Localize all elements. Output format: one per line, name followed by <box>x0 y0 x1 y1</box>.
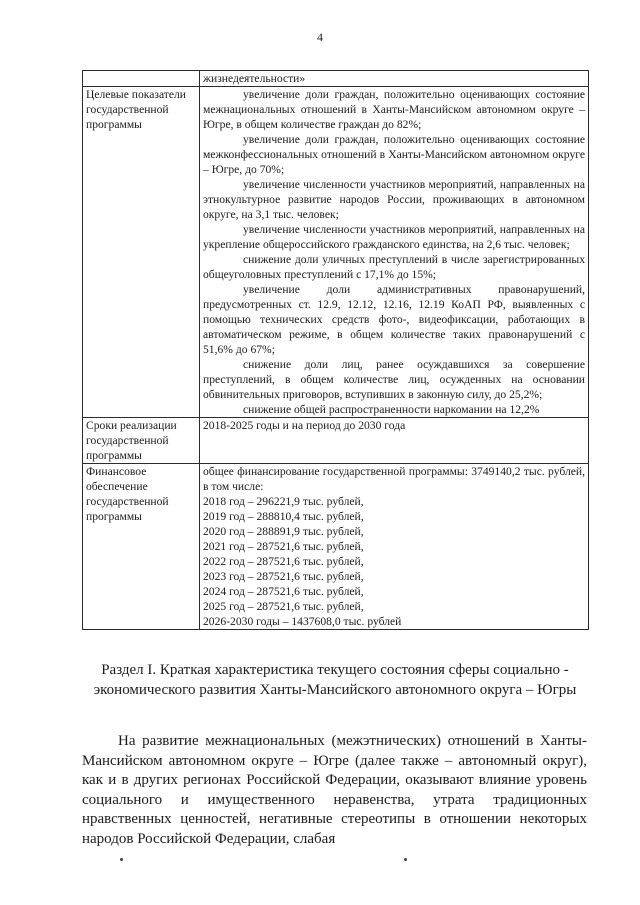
financing-line: 2025 год – 287521,6 тыс. рублей, <box>203 600 364 613</box>
indicator-item: увеличение доли административных правонарушений, предусмотренных ст. 12.9, 12.12, 12.16, 12.19 КоАП РФ, выявленных с помощью технических средств фото-, видеофиксации, работающих в автоматическом режиме, в общем количестве таких правонарушений с 51,6% до 67%; <box>203 283 585 356</box>
financing-line: 2018 год – 296221,9 тыс. рублей, <box>203 495 364 508</box>
indicator-item: увеличение численности участников мероприятий, направленных на укрепление общероссийского гражданского единства, на 2,6 тыс. человек; <box>203 223 585 251</box>
row-label: Сроки реализации государственной программы <box>83 418 200 464</box>
row-content <box>200 71 589 87</box>
row-content <box>200 418 589 464</box>
financing-line: 2019 год – 288810,4 тыс. рублей, <box>203 510 364 523</box>
financing-line: 2022 год – 287521,6 тыс. рублей, <box>203 555 364 568</box>
financing-line: 2023 год – 287521,6 тыс. рублей, <box>203 570 364 583</box>
body-paragraph: На развитие межнациональных (межэтнических) отношений в Ханты-Мансийском автономном округе – Югре (далее также – автономный округ), как и в других регионах Российской Федерации, оказывают влияние уровень социального и имущественного неравенства, утрата традиционных нравственных ценностей, негативные стереотипы в отношении некоторых народов Российской Федерации, слабая <box>82 733 587 847</box>
indicator-item: снижение доли лиц, ранее осуждавшихся за совершение преступлений, в общем количестве лиц, осужденных на основании обвинительных приговоров, вступивших в законную силу, до 25,2%; <box>203 358 585 401</box>
program-passport-table <box>82 70 589 630</box>
indicator-item: снижение общей распространенности наркомании на 12,2% <box>243 403 540 416</box>
table-row <box>83 87 589 418</box>
financing <box>200 464 589 630</box>
indicator-item: увеличение доли граждан, положительно оценивающих состояние межконфессиональных отношений в Ханты-Мансийском автономном округе – Югре, до 70%; <box>203 133 585 176</box>
page-number: 4 <box>317 30 323 44</box>
scan-dot <box>120 858 123 861</box>
financing-line: 2026-2030 годы – 1437608,0 тыс. рублей <box>203 615 402 628</box>
indicator-item: увеличение численности участников мероприятий, направленных на этнокультурное развитие народов России, проживающих в автономном округе, на 3,1 тыс. человек; <box>203 178 585 221</box>
row-label: Финансовое обеспечение государственной программы <box>83 464 200 630</box>
indicator-item: снижение доли уличных преступлений в числе зарегистрированных общеуголовных преступлений с 17,1% до 15%; <box>203 253 585 281</box>
financing-line: 2021 год – 287521,6 тыс. рублей, <box>203 540 364 553</box>
indicator-item: увеличение доли граждан, положительно оценивающих состояние межнациональных отношений в Ханты-Мансийском автономном округе – Югре, в общем количестве граждан до 82%; <box>203 88 585 131</box>
target-indicators <box>200 87 589 418</box>
table-row <box>83 418 589 464</box>
financing-line: 2020 год – 288891,9 тыс. рублей, <box>203 525 364 538</box>
implementation-period: 2018-2025 годы и на период до 2030 года <box>203 419 406 432</box>
row-label: Целевые показатели государственной программы <box>83 87 200 418</box>
financing-line: 2024 год – 287521,6 тыс. рублей, <box>203 585 364 598</box>
continued-text: жизнедеятельности» <box>203 72 306 85</box>
table-row <box>83 71 589 87</box>
financing-intro: общее финансирование государственной программы: 3749140,2 тыс. рублей, в том числе: <box>203 465 585 493</box>
table-row <box>83 464 589 630</box>
row-label <box>83 71 200 87</box>
section-heading: Раздел I. Краткая характеристика текущего состояния сферы социально - экономического развития Ханты-Мансийского автономного округа – Югры <box>93 662 577 698</box>
scan-dot <box>404 858 407 861</box>
